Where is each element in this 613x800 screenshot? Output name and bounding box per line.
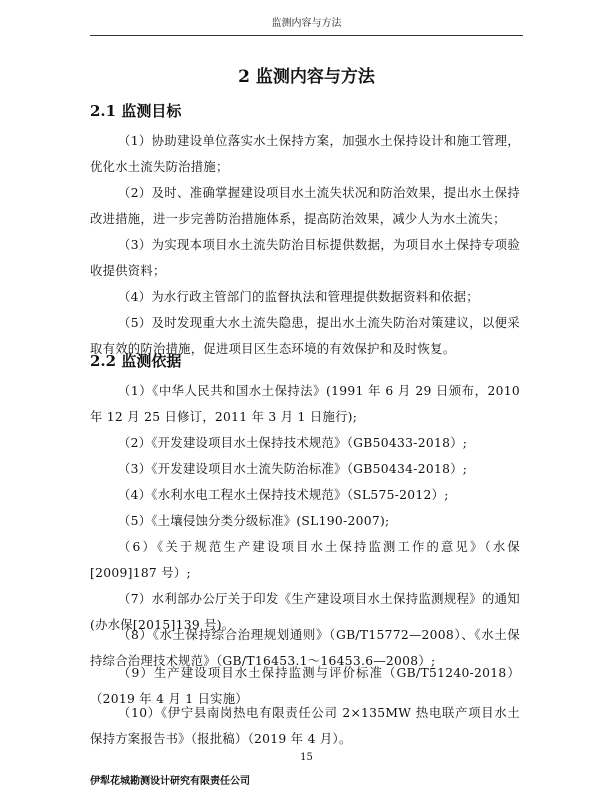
footer-organization: 伊犁花城勘测设计研究有限责任公司 <box>90 776 250 787</box>
page-number: 15 <box>300 752 313 763</box>
running-header: 监测内容与方法 <box>90 14 523 36</box>
goal-item: （1）协助建设单位落实水土保持方案，加强水土保持设计和施工管理，优化水土流失防治措施； <box>90 134 520 174</box>
section-heading-monitoring-basis: 2.2 监测依据 <box>90 352 182 370</box>
goal-item: （4）为水行政主管部门的监督执法和管理提供数据资料和依据； <box>118 290 479 304</box>
basis-item: （9）生产建设项目水土保持监测与评价标准（GB/T51240-2018）（2019 年 4 月 1 日实施） <box>90 666 520 706</box>
goal-item: （2）及时、准确掌握建设项目水土流失状况和防治效果，提出水土保持改进措施，进一步完善防治措施体系，提高防治效果，减少人为水土流失； <box>90 186 520 226</box>
basis-item: （7）水利部办公厅关于印发《生产建设项目水土保持监测规程》的通知(办水保[2015]139 号)。 <box>90 592 520 632</box>
goal-item: （5）及时发现重大水土流失隐患，提出水土流失防治对策建议，以便采取有效的防治措施，促进项目区生态环境的有效保护和及时恢复。 <box>90 316 520 356</box>
basis-item: （6）《关于规范生产建设项目水土保持监测工作的意见》（水保[2009]187 号）; <box>90 540 520 580</box>
basis-item: （2）《开发建设项目水土保持技术规范》（GB50433-2018）; <box>118 436 468 450</box>
basis-item: （8）《水土保持综合治理规划通则》（GB/T15772—2008）、《水土保持综合治理技术规范》（GB/T16453.1～16453.6—2008）; <box>90 628 520 668</box>
basis-item: （5）《土壤侵蚀分类分级标准》(SL190-2007); <box>118 514 390 528</box>
basis-item: （10）《伊宁县南岗热电有限责任公司 2×135MW 热电联产项目水土保持方案报告书》（报批稿）（2019 年 4 月）。 <box>90 706 520 746</box>
basis-item: （3）《开发建设项目水土流失防治标准》（GB50434-2018）; <box>118 462 468 476</box>
goal-item: （3）为实现本项目水土流失防治目标提供数据，为项目水土保持专项验收提供资料； <box>90 238 520 278</box>
basis-item: （4）《水利水电工程水土保持技术规范》（SL575-2012）; <box>118 488 449 502</box>
basis-item: （1）《中华人民共和国水土保持法》(1991 年 6 月 29 日颁布，2010 年 12 月 25 日修订，2011 年 3 月 1 日施行); <box>90 384 520 424</box>
chapter-title: 2 监测内容与方法 <box>238 67 375 87</box>
section-heading-monitoring-goals: 2.1 监测目标 <box>90 102 182 120</box>
